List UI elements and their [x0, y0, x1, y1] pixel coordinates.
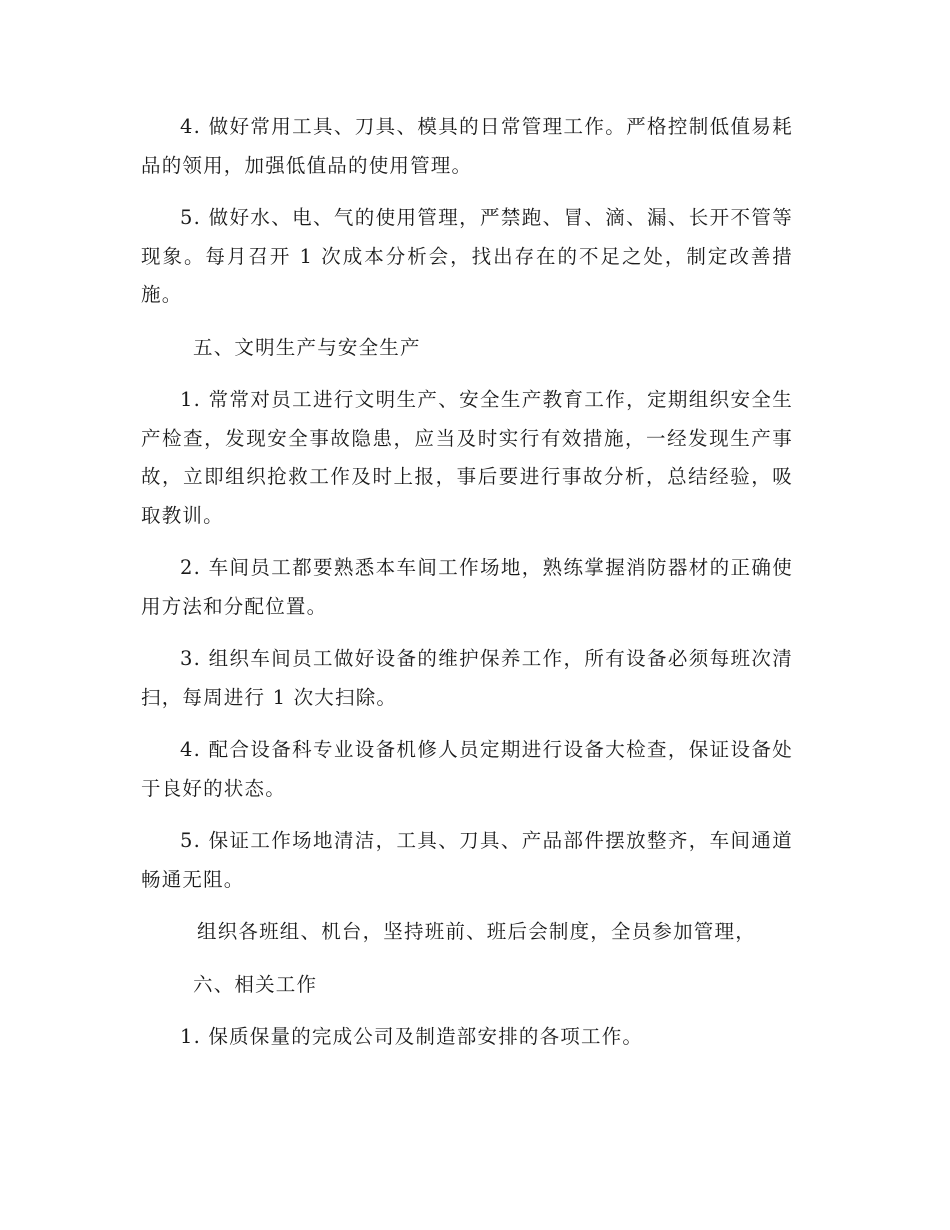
paragraph-equipment-maintenance: 3. 组织车间员工做好设备的维护保养工作，所有设备必须每班次清扫，每周进行 1 次大扫除。: [141, 647, 793, 709]
paragraph-complete-assignments: 1. 保质保量的完成公司及制造部安排的各项工作。: [180, 1025, 644, 1048]
document-body: [141, 108, 793, 1071]
section-heading-related-work: 六、相关工作: [193, 972, 318, 996]
paragraph-safety-education: 1. 常常对员工进行文明生产、安全生产教育工作，定期组织安全生产检查，发现安全事故隐患，应当及时实行有效措施，一经发现生产事故，立即组织抢救工作及时上报，事后要进行事故分析，总结经验，吸取教训。: [141, 388, 793, 527]
paragraph-tool-management: 4. 做好常用工具、刀具、模具的日常管理工作。严格控制低值易耗品的领用，加强低值品的使用管理。: [141, 115, 793, 177]
section-heading-civilized-safe-production: 五、文明生产与安全生产: [193, 335, 421, 359]
paragraph-fire-equipment: 2. 车间员工都要熟悉本车间工作场地，熟练掌握消防器材的正确使用方法和分配位置。: [141, 556, 793, 618]
paragraph-utilities-management: 5. 做好水、电、气的使用管理，严禁跑、冒、滴、漏、长开不管等现象。每月召开 1 次成本分析会，找出存在的不足之处，制定改善措施。: [141, 206, 793, 306]
paragraph-team-meetings: 组织各班组、机台，坚持班前、班后会制度，全员参加管理，: [197, 920, 756, 943]
paragraph-workplace-cleanliness: 5. 保证工作场地清洁，工具、刀具、产品部件摆放整齐，车间通道畅通无阻。: [141, 829, 793, 891]
paragraph-equipment-inspection: 4. 配合设备科专业设备机修人员定期进行设备大检查，保证设备处于良好的状态。: [141, 738, 793, 800]
